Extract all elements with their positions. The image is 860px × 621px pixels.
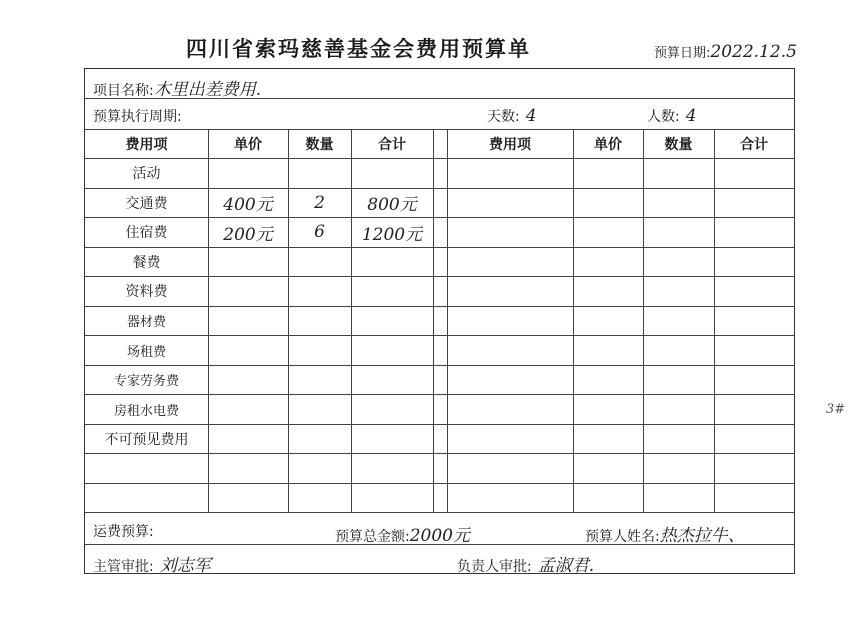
supervisor-field (93, 551, 211, 576)
responsible-field (457, 551, 594, 576)
right-header-item: 费用项 (489, 136, 531, 153)
transport-price: 400元 (223, 195, 273, 215)
right-header-price: 单价 (594, 136, 622, 153)
freight-budget-label: 运费预算: (93, 524, 154, 540)
supervisor-signature: 刘志军 (159, 556, 211, 576)
left-header-item: 费用项 (125, 136, 168, 153)
preparer-signature: 热杰拉牛、 (659, 526, 745, 546)
expense-item: 专家劳务费 (113, 374, 179, 389)
rule-line (85, 483, 794, 484)
column-line (208, 129, 209, 512)
responsible-label: 负责人审批: (457, 559, 532, 575)
column-line (573, 129, 574, 512)
column-line (433, 129, 434, 512)
right-header-total: 合计 (740, 136, 768, 153)
expense-item: 活动 (132, 166, 161, 182)
right-header-qty: 数量 (664, 136, 693, 153)
left-header-price: 单价 (234, 136, 262, 153)
days-field (487, 106, 537, 126)
project-name-value: 木里出差费用. (153, 80, 262, 100)
project-name-field (93, 75, 261, 100)
left-header-qty: 数量 (305, 136, 334, 153)
lodging-qty: 6 (314, 222, 325, 242)
expense-item: 住宿费 (125, 225, 168, 241)
expense-item: 房租水电费 (113, 403, 179, 419)
expense-item: 资料费 (125, 284, 168, 300)
transport-total: 800元 (367, 195, 417, 215)
expense-item: 交通费 (125, 195, 168, 212)
column-line (447, 129, 448, 512)
preparer-field (585, 521, 745, 546)
budget-date (654, 42, 797, 62)
column-line (288, 129, 289, 512)
expense-item: 器材费 (126, 315, 166, 330)
column-line (351, 129, 352, 512)
budget-form (84, 68, 795, 574)
budget-date-label: 预算日期: (654, 46, 711, 61)
left-header-total: 合计 (378, 136, 406, 153)
period-label: 预算执行周期: (93, 109, 182, 125)
side-note: 3# (826, 402, 846, 417)
responsible-signature: 孟淑君. (537, 556, 595, 576)
budget-total-label: 预算总金额: (335, 529, 410, 545)
expense-item: 不可预见费用 (104, 431, 189, 448)
days-value: 4 (525, 106, 537, 126)
rule-line (85, 453, 794, 454)
expense-item: 场租费 (126, 344, 166, 360)
expense-item: 餐费 (132, 254, 161, 271)
people-field (647, 106, 697, 126)
form-title: 四川省索玛慈善基金会费用预算单 (186, 37, 531, 61)
rule-line (85, 512, 794, 513)
supervisor-label: 主管审批: (93, 559, 154, 575)
people-label: 人数: (647, 109, 680, 125)
transport-qty: 2 (314, 192, 325, 213)
budget-total-value: 2000元 (409, 526, 470, 546)
lodging-total: 1200元 (361, 224, 423, 245)
project-name-label: 项目名称: (93, 83, 154, 99)
budget-total-field (335, 521, 470, 546)
column-line (643, 129, 644, 512)
preparer-label: 预算人姓名: (585, 529, 660, 545)
budget-date-value: 2022.12.5 (710, 42, 797, 62)
lodging-price: 200元 (223, 224, 273, 245)
column-line (714, 129, 715, 512)
days-label: 天数: (487, 109, 520, 125)
people-value: 4 (685, 106, 697, 126)
